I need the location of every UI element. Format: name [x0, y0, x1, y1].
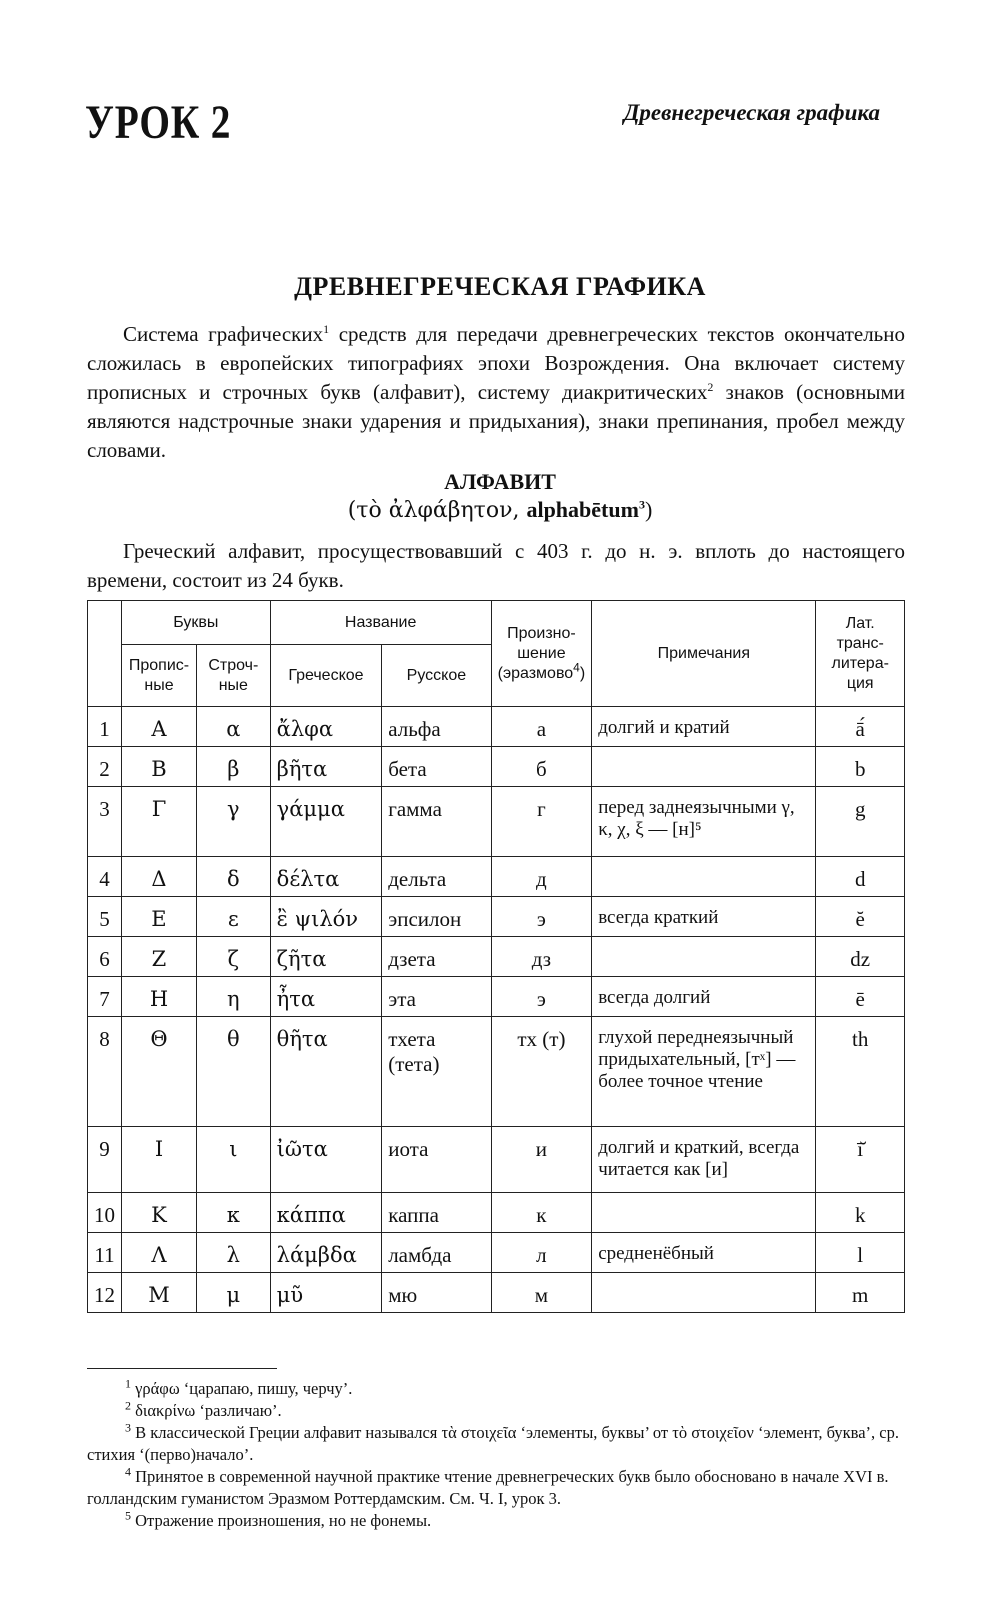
footnote-text: διακρίνω ‘различаю’. [135, 1401, 282, 1420]
note: перед заднеязычными γ, κ, χ, ξ — [н]⁵ [592, 787, 816, 857]
transliteration: b [816, 747, 905, 787]
alphabet-latin-term: alphabētum [526, 497, 639, 522]
alphabet-paragraph [87, 537, 905, 595]
uppercase-letter: Ι [122, 1127, 197, 1193]
footnote-text: Отражение произношения, но не фонемы. [135, 1511, 432, 1530]
footnote-ref-1: 1 [323, 322, 330, 336]
transliteration: dz [816, 937, 905, 977]
footnote-number: 3 [125, 1420, 131, 1435]
lowercase-letter: ζ [196, 937, 270, 977]
header-pronunciation-text: Произно-шение (эразмово [497, 624, 576, 682]
alphabet-close-paren: ) [644, 497, 653, 522]
greek-name: ἰῶτα [270, 1127, 382, 1193]
russian-name: мю [382, 1273, 491, 1313]
greek-name: μῦ [270, 1273, 382, 1313]
pronunciation: м [491, 1273, 592, 1313]
footnote-ref-3: 3 [638, 497, 645, 512]
note [592, 1273, 816, 1313]
alphabet-heading-block [0, 468, 1000, 525]
note: средненёбный [592, 1233, 816, 1273]
row-number: 7 [88, 977, 122, 1017]
uppercase-letter: Β [122, 747, 197, 787]
transliteration: ĕ [816, 897, 905, 937]
header-lower: Строч-ные [196, 645, 270, 707]
row-number: 2 [88, 747, 122, 787]
table-row [88, 937, 905, 977]
header-pronunciation-close: ) [579, 664, 586, 682]
header-pronunciation [491, 601, 592, 707]
greek-name: λάμβδα [270, 1233, 382, 1273]
footnote-separator [87, 1368, 277, 1369]
lowercase-letter: η [196, 977, 270, 1017]
transliteration: l [816, 1233, 905, 1273]
greek-name: γάμμα [270, 787, 382, 857]
uppercase-letter: Κ [122, 1193, 197, 1233]
row-number: 8 [88, 1017, 122, 1127]
row-number: 3 [88, 787, 122, 857]
table-row [88, 857, 905, 897]
footnote [87, 1510, 905, 1532]
russian-name: иота [382, 1127, 491, 1193]
footnotes [87, 1378, 905, 1532]
russian-name: эпсилон [382, 897, 491, 937]
footnote-text: Принятое в современной научной практике чтение древнегреческих букв было обосновано в начале XVI в. голландским гуманистом Эразмом Роттердамским. См. Ч. I, урок 3. [87, 1467, 889, 1508]
note: всегда краткий [592, 897, 816, 937]
russian-name: гамма [382, 787, 491, 857]
footnote [87, 1378, 905, 1400]
transliteration: th [816, 1017, 905, 1127]
uppercase-letter: Ε [122, 897, 197, 937]
lesson-number: УРОК 2 [85, 96, 232, 149]
greek-name: ἦτα [270, 977, 382, 1017]
uppercase-letter: Μ [122, 1273, 197, 1313]
intro-text-1: Система графических [123, 322, 324, 346]
lowercase-letter: α [196, 707, 270, 747]
transliteration: g [816, 787, 905, 857]
greek-name: ἄλφα [270, 707, 382, 747]
uppercase-letter: Δ [122, 857, 197, 897]
footnote-number: 1 [125, 1376, 131, 1391]
table-row [88, 787, 905, 857]
table-row [88, 1017, 905, 1127]
note [592, 937, 816, 977]
transliteration: d [816, 857, 905, 897]
header-greek: Греческое [270, 645, 382, 707]
alphabet-subheading [0, 496, 1000, 525]
table-row [88, 1273, 905, 1313]
note: всегда долгий [592, 977, 816, 1017]
footnote-text: В классической Греции алфавит назывался τὰ στοιχεῖα ‘элементы, буквы’ от τὸ στοιχεῖον ‘элемент, буква’, ср. стихия ‘(перво)начало’. [87, 1423, 899, 1464]
uppercase-letter: Γ [122, 787, 197, 857]
header-russian: Русское [382, 645, 491, 707]
lowercase-letter: ι [196, 1127, 270, 1193]
footnote-text: γράφω ‘царапаю, пишу, черчу’. [135, 1379, 353, 1398]
section-title: ДРЕВНЕГРЕЧЕСКАЯ ГРАФИКА [294, 272, 706, 301]
footnote-ref-4: 4 [573, 660, 580, 675]
lowercase-letter: γ [196, 787, 270, 857]
pronunciation: э [491, 977, 592, 1017]
footnote [87, 1400, 905, 1422]
table-row [88, 1233, 905, 1273]
lowercase-letter: δ [196, 857, 270, 897]
header-transliteration: Лат. транс-литера-ция [816, 601, 905, 707]
uppercase-letter: Α [122, 707, 197, 747]
header-number [88, 601, 122, 707]
note: глухой переднеязычный придыхательный, [тˣ] — более точное чтение [592, 1017, 816, 1127]
pronunciation: б [491, 747, 592, 787]
transliteration: ā́ [816, 707, 905, 747]
lowercase-letter: λ [196, 1233, 270, 1273]
table-row [88, 1193, 905, 1233]
footnote-number: 4 [125, 1464, 131, 1479]
footnote [87, 1466, 905, 1510]
footnote-number: 2 [125, 1398, 131, 1413]
lowercase-letter: β [196, 747, 270, 787]
row-number: 12 [88, 1273, 122, 1313]
pronunciation: л [491, 1233, 592, 1273]
intro-text-3: знаков (основными являются надстрочные знаки ударения и придыхания), знаки препинания, пробел между словами. [87, 380, 905, 462]
greek-name: δέλτα [270, 857, 382, 897]
greek-name: ζῆτα [270, 937, 382, 977]
row-number: 10 [88, 1193, 122, 1233]
pronunciation: э [491, 897, 592, 937]
header-upper: Пропис-ные [122, 645, 197, 707]
table-row [88, 747, 905, 787]
alphabet-intro-text: Греческий алфавит, просуществовавший с 403 г. до н. э. вплоть до настоящего времени, состоит из 24 букв. [87, 539, 905, 592]
alphabet-heading: АЛФАВИТ [444, 469, 556, 494]
lowercase-letter: ε [196, 897, 270, 937]
lowercase-letter: μ [196, 1273, 270, 1313]
row-number: 4 [88, 857, 122, 897]
transliteration: m [816, 1273, 905, 1313]
pronunciation: а [491, 707, 592, 747]
note: долгий и кратий [592, 707, 816, 747]
note [592, 1193, 816, 1233]
russian-name: дзета [382, 937, 491, 977]
greek-name: ἒ ψιλόν [270, 897, 382, 937]
pronunciation: г [491, 787, 592, 857]
greek-name: βῆτα [270, 747, 382, 787]
transliteration: ī̆ [816, 1127, 905, 1193]
row-number: 11 [88, 1233, 122, 1273]
header-letters: Буквы [122, 601, 271, 645]
intro-paragraph [87, 320, 905, 465]
note [592, 857, 816, 897]
row-number: 5 [88, 897, 122, 937]
transliteration: k [816, 1193, 905, 1233]
pronunciation: тх (т) [491, 1017, 592, 1127]
pronunciation: дз [491, 937, 592, 977]
table-row [88, 977, 905, 1017]
header-name: Название [270, 601, 491, 645]
table-row [88, 707, 905, 747]
greek-name: κάππα [270, 1193, 382, 1233]
running-head: Древнегреческая графика [623, 100, 880, 125]
row-number: 1 [88, 707, 122, 747]
row-number: 9 [88, 1127, 122, 1193]
uppercase-letter: Ζ [122, 937, 197, 977]
uppercase-letter: Η [122, 977, 197, 1017]
russian-name: ламбда [382, 1233, 491, 1273]
alphabet-greek-term: (τὸ ἀλφάβητον, [347, 498, 527, 523]
footnote-number: 5 [125, 1508, 131, 1523]
pronunciation: к [491, 1193, 592, 1233]
russian-name: эта [382, 977, 491, 1017]
transliteration: ē [816, 977, 905, 1017]
note [592, 747, 816, 787]
footnote [87, 1422, 905, 1466]
uppercase-letter: Θ [122, 1017, 197, 1127]
lowercase-letter: θ [196, 1017, 270, 1127]
row-number: 6 [88, 937, 122, 977]
russian-name: бета [382, 747, 491, 787]
pronunciation: и [491, 1127, 592, 1193]
pronunciation: д [491, 857, 592, 897]
russian-name: дельта [382, 857, 491, 897]
lowercase-letter: κ [196, 1193, 270, 1233]
russian-name: каппа [382, 1193, 491, 1233]
table-row [88, 897, 905, 937]
header-notes: Примечания [592, 601, 816, 707]
uppercase-letter: Λ [122, 1233, 197, 1273]
greek-name: θῆτα [270, 1017, 382, 1127]
russian-name: тхета (тета) [382, 1017, 491, 1127]
footnote-ref-2: 2 [707, 380, 714, 394]
russian-name: альфа [382, 707, 491, 747]
table-row [88, 1127, 905, 1193]
note: долгий и краткий, всегда читается как [и] [592, 1127, 816, 1193]
intro-text-2: средств для передачи древнегреческих текстов окончательно сложилась в европейских типографиях эпохи Возрождения. Она включает систему прописных и строчных букв (алфавит), систему диакритических [87, 322, 905, 404]
alphabet-table [87, 600, 905, 1313]
